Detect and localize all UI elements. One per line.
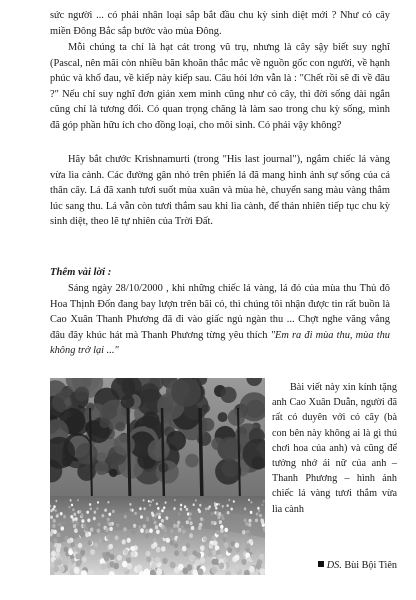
dedication-paragraph: Bài viết này xin kính tặng anh Cao Xuân Duẫn, người đã rất có duyên với cỏ cây (bà con bên này không ai là gì thú chơi hoa của anh) và cũng để tưởng nhớ ái nữ của anh – Thanh Phương – hình ảnh chiếc lá vàng tươi thắm vừa lìa cành bbox=[272, 382, 397, 515]
paragraph-3: Hãy bắt chước Krishnamurti (trong "His last journal"), ngắm chiếc lá vàng vừa lìa cành. Các đường gân nhỏ trên phiến lá đã mang hình ảnh sự sống của cả thân cây. Lá đã xanh tươi suốt mùa xuân và mùa hè, chuyển sang màu vàng thắm lúc sang thu. Lá vẫn còn tươi thắm sau khi lìa cành, để thản nhiên tiếp tục chu kỳ sinh diệt, theo lẽ tự nhiên của Trời Đất. bbox=[50, 154, 390, 228]
paragraph-memorial bbox=[50, 281, 390, 359]
paragraph-reflection bbox=[50, 40, 390, 134]
paragraph-intro bbox=[50, 8, 390, 39]
song-quote: "Em ra đi mùa thu, mùa thu không trở lại ..." bbox=[50, 329, 390, 357]
dedication-text bbox=[272, 380, 397, 517]
signature-prefix: DS. bbox=[326, 560, 342, 571]
garden-photo bbox=[50, 378, 265, 575]
paragraph-4 bbox=[50, 281, 390, 359]
signature-name: Bùi Bội Tiên bbox=[344, 560, 397, 571]
paragraph-1: sức người ... có phải nhân loại sắp bắt đầu chu kỳ sinh diệt mới ? Như cỏ cây miền Đông Bắc sắp bước vào mùa Đông. bbox=[50, 10, 390, 37]
signature bbox=[272, 560, 397, 571]
paragraph-krishnamurti bbox=[50, 152, 390, 230]
paragraph-4-text: Sáng ngày 28/10/2000 , khi những chiếc lá vàng, lá đỏ của mùa thu Thủ đô Hoa Thịnh Đốn đang bay lượn trên bãi cỏ, thì chúng tôi nhận được tin rất buồn là Cao Xuân Thanh Phương đã đi vào giấc ngủ ngàn thu ... Chợt nghe văng vẳng đâu đây khúc hát mà Thanh Phương từng yêu thích bbox=[50, 283, 390, 341]
square-bullet-icon bbox=[318, 561, 324, 567]
section-title: Thêm vài lời : bbox=[50, 267, 112, 278]
paragraph-2: Mỗi chúng ta chỉ là hạt cát trong vũ trụ, nhưng là cây sậy biết suy nghĩ (Pascal, nên mãi còn nhiều băn khoăn thắc mắc về nguồn gốc con người, về hạnh phúc và khổ đau, về kiếp này kiếp sau. Câu hỏi lớn vẫn là : "Chết rồi sẽ đi về đâu ?" Nếu chỉ suy nghĩ đơn giản xem mình cũng như cỏ cây, thì đời sống dài ngắn cũng chỉ là tương đối. Có quan trọng chăng là làm sao trong chu kỳ sống, mình đã góp phần hữu ích cho đồng loại, cho môi sinh. Có phải vậy không? bbox=[50, 42, 390, 131]
